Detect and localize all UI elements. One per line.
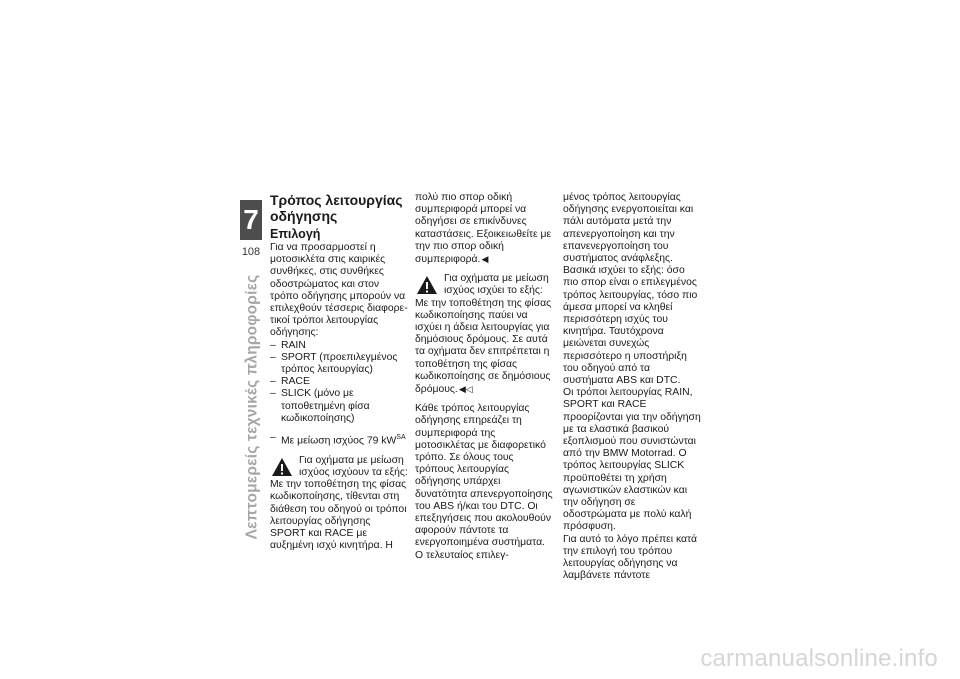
chapter-side-label — [232, 274, 272, 540]
warning-text: Για οχήματα με μείωση ισχύος ισχύουν τα εξής: Με την τοποθέτηση της φίσας κωδικοποίησης, τίθενται στη διάθεση του οδηγού οι τρόποι λειτουργίας οδήγησης SPORT και RACE με αυξημένη ισχύ κινητήρα. Η — [270, 454, 408, 552]
chapter-number: 7 — [243, 204, 259, 235]
section-subheading: Επιλογή — [270, 227, 321, 241]
warning-triangle-icon — [416, 275, 438, 295]
mode-list-item: – SLICK (μόνο με τοποθετημένη φίσα κωδικοποίησης) — [270, 388, 370, 424]
column-3 — [563, 192, 701, 583]
section-heading: Τρόπος λειτουργίας οδήγησης — [270, 192, 403, 224]
column-2 — [415, 192, 553, 562]
mode-list-item: – RAIN — [270, 339, 306, 351]
chapter-title: Λεπτομερείς τεχνικές πληροφορίες — [243, 274, 260, 540]
power-reduction-list — [270, 432, 408, 448]
warning-triangle-icon — [271, 457, 293, 477]
paragraph: Βασικά ισχύει το εξής: όσο πιο σπορ είναι ο επιλεγμένος τρόπος λειτουργίας, τόσο πιο άμεσα μπορεί να κληθεί περισσότερη ισχύς του κινητήρα. Ταυτόχρονα μειώνεται συνεχώς περισσότερο η υποστήριξη του οδηγού από τα συστήματα ABS και DTC. — [563, 265, 698, 387]
watermark: carmanualsonline.info — [700, 645, 938, 672]
intro-paragraph: Για να προσαρμοστεί η μοτοσικλέτα στις καιρικές συνθήκες, στις συνθήκες οδοστρώματος και στον τρόπο οδήγησης μπορούν να επιλεχθούν τέσσερις διαφορετικοί τρόποι λειτουργίας οδήγησης: — [270, 242, 408, 339]
warning-block — [415, 273, 553, 396]
end-mark-icon: ◀◁ — [458, 384, 473, 395]
paragraph: πολύ πιο σπορ οδική συμπεριφορά μπορεί να οδηγήσει σε επικίνδυνες καταστάσεις. Εξοικειωθείτε με την πιο σπορ οδική συμπεριφορά.◀ — [415, 192, 552, 266]
column-1 — [270, 192, 408, 552]
chapter-tab — [240, 200, 262, 240]
paragraph: μένος τρόπος λειτουργίας οδήγησης ενεργοποιείται και πάλι αυτόματα μετά την απενεργοποίηση και την επανενεργοποίηση του συστήματος ανάφλεξης. — [563, 192, 694, 265]
option-superscript: SA — [396, 434, 406, 442]
page-number: 108 — [241, 246, 261, 258]
mode-list-item: – RACE — [270, 376, 310, 388]
paragraph: Για αυτό το λόγο πρέπει κατά την επιλογή του τρόπου λειτουργίας οδήγησης να λαμβάνετε πάντοτε — [563, 533, 697, 582]
warning-text: Για οχήματα με μείωση ισχύος ισχύει το εξής: Με την τοποθέτηση της φίσας κωδικοποίησης παύει να ισχύει η άδεια λειτουργίας για δημόσιους δρόμους. Σε αυτά τα οχήματα δεν επιτρέπεται η τοποθέτηση της φίσας κωδικοποίησης σε δημόσιους δρόμους.◀◁ — [415, 273, 552, 396]
mode-list — [270, 340, 408, 425]
paragraph: Οι τρόποι λειτουργίας RAIN, SPORT και RACE προορίζονται για την οδήγηση με τα ελαστικά βασικού εξοπλισμού που συνιστώνται από την BMW Motorrad. Ο τρόπος λειτουργίας SLICK προϋποθέτει τη χρήση αγωνιστικών ελαστικών και την οδήγηση σε οδοστρώματα με πολύ καλή πρόσφυση. — [563, 387, 701, 533]
warning-block — [270, 455, 408, 553]
power-reduction-item: – Με μείωση ισχύος 79 $kW^{SA}$ — [270, 432, 406, 447]
mode-list-item: – SPORT (προεπιλεγμένος τρόπος λειτουργίας) — [270, 351, 398, 376]
end-mark-icon: ◀ — [481, 254, 489, 265]
paragraph: Κάθε τρόπος λειτουργίας οδήγησης επηρεάζει τη συμπεριφορά της μοτοσικλέτας με διαφορετικό τρόπο. Σε όλους τους τρόπους λειτουργίας οδήγησης υπάρχει δυνατότητα απενεργοποίησης του ABS ή/και του DTC. Οι επεξηγήσεις που ακολουθούν αφορούν πάντοτε τα ενεργοποιημένα συστήματα. Ο τελευταίος επιλεγ- — [415, 403, 553, 561]
